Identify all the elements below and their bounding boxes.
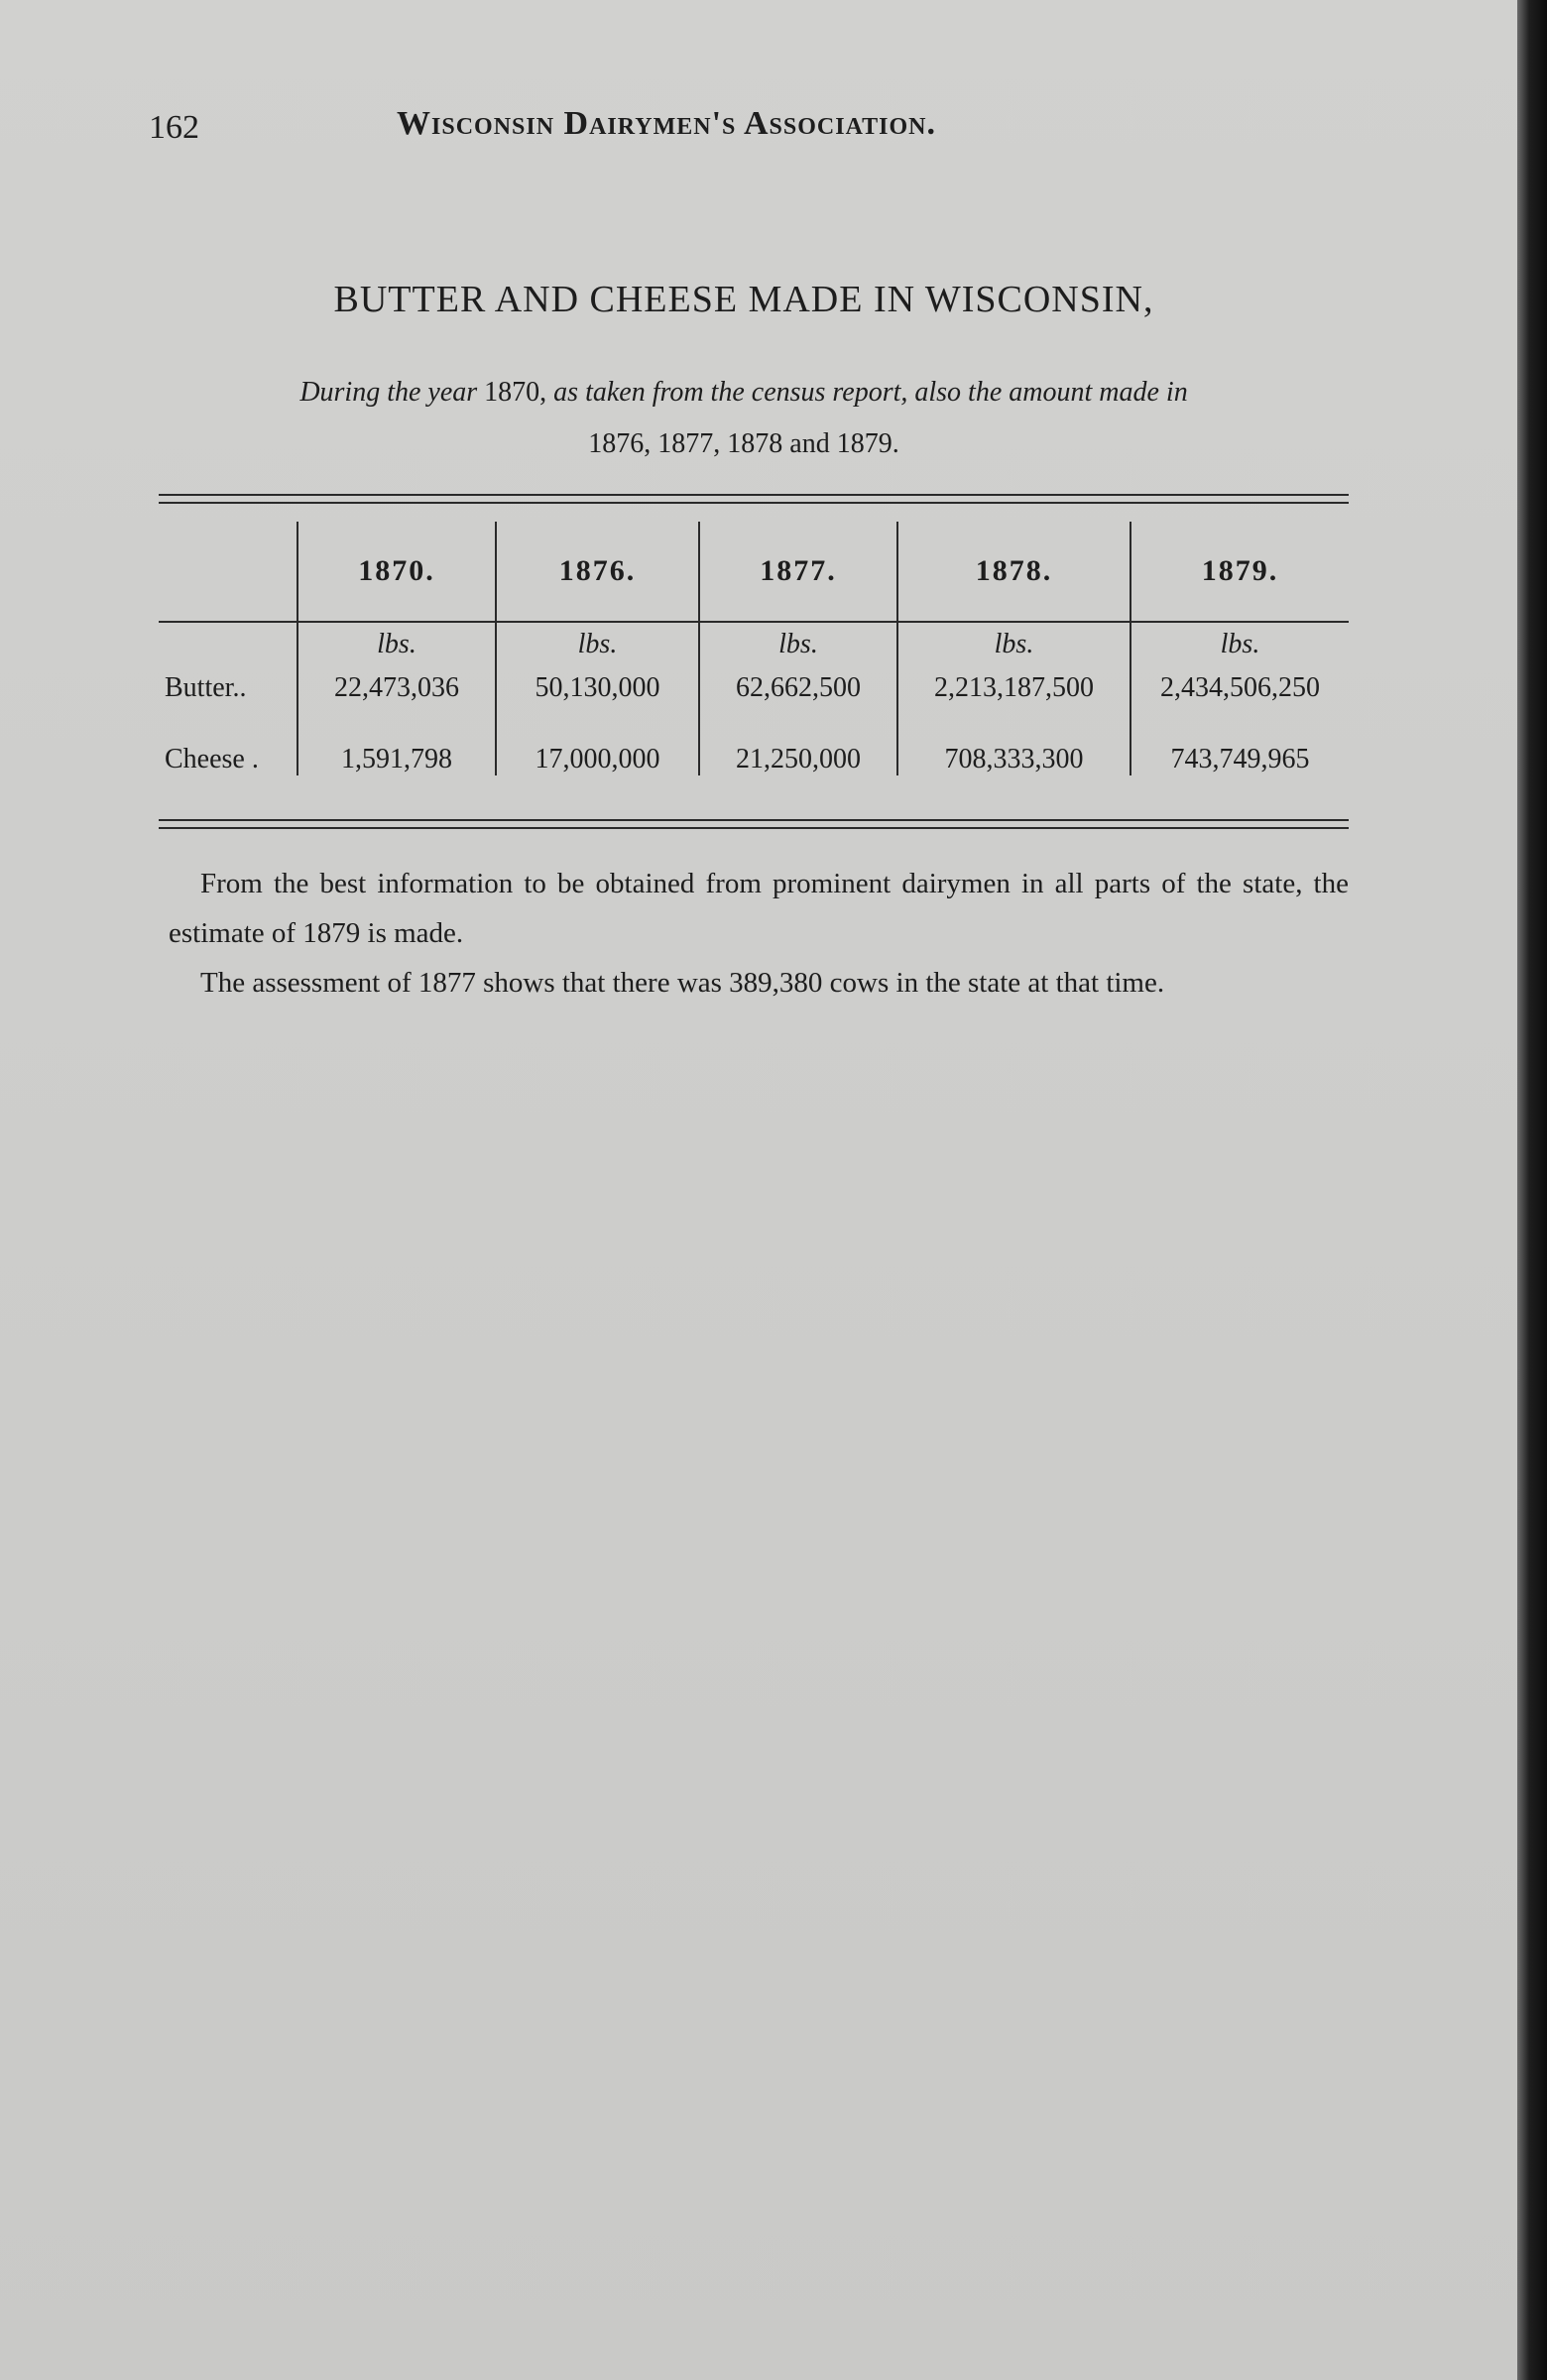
page-title: BUTTER AND CHEESE MADE IN WISCONSIN, <box>333 279 1154 320</box>
unit-row-label <box>159 622 298 660</box>
table-cell: 1,591,798 <box>298 704 496 775</box>
column-header: 1870. <box>298 522 496 622</box>
binding-edge <box>1517 0 1547 2380</box>
table-cell: 21,250,000 <box>699 704 897 775</box>
column-header: 1878. <box>897 522 1130 622</box>
page-number: 162 <box>149 109 199 146</box>
subtitle-line-2: 1876, 1877, 1878 and 1879. <box>588 428 899 459</box>
table-cell: 22,473,036 <box>298 660 496 704</box>
unit-cell: lbs. <box>699 622 897 660</box>
running-title: Wisconsin Dairymen's Association. <box>397 105 936 142</box>
paragraph <box>169 859 1349 958</box>
table-header-row <box>159 522 1349 622</box>
unit-cell: lbs. <box>1130 622 1349 660</box>
unit-cell: lbs. <box>496 622 699 660</box>
table-cell: 708,333,300 <box>897 704 1130 775</box>
column-header: 1877. <box>699 522 897 622</box>
table-cell: 62,662,500 <box>699 660 897 704</box>
column-header: 1876. <box>496 522 699 622</box>
table-bottom-rule <box>159 819 1349 829</box>
table-cell: 50,130,000 <box>496 660 699 704</box>
unit-cell: lbs. <box>897 622 1130 660</box>
subtitle-year: 1870, <box>484 377 547 408</box>
subtitle-part-2: as taken from the census report, also the amount made in <box>553 377 1188 408</box>
table-corner-cell <box>159 522 298 622</box>
paragraph <box>169 958 1349 1008</box>
table-top-rule <box>159 494 1349 504</box>
unit-row <box>159 622 1349 660</box>
production-table <box>159 522 1349 775</box>
subtitle <box>159 367 1329 470</box>
table-cell: 2,434,506,250 <box>1130 660 1349 704</box>
subtitle-line-1 <box>159 367 1329 418</box>
table-cell: 743,749,965 <box>1130 704 1349 775</box>
subtitle-part-1: During the year <box>299 377 478 408</box>
table-row <box>159 660 1349 704</box>
table-cell: 17,000,000 <box>496 704 699 775</box>
column-header: 1879. <box>1130 522 1349 622</box>
paragraph-text: From the best information to be obtained from prominent dairymen in all parts of the state, the estimate of 1879 is made. <box>169 868 1349 949</box>
paragraph-text: The assessment of 1877 shows that there was 389,380 cows in the state at that time. <box>200 967 1165 999</box>
table-row <box>159 704 1349 775</box>
row-label: Cheese . <box>165 744 259 774</box>
running-head <box>149 105 1339 155</box>
table-cell: 2,213,187,500 <box>897 660 1130 704</box>
unit-cell: lbs. <box>298 622 496 660</box>
row-label: Butter.. <box>165 672 247 703</box>
production-table-wrap <box>159 522 1349 821</box>
